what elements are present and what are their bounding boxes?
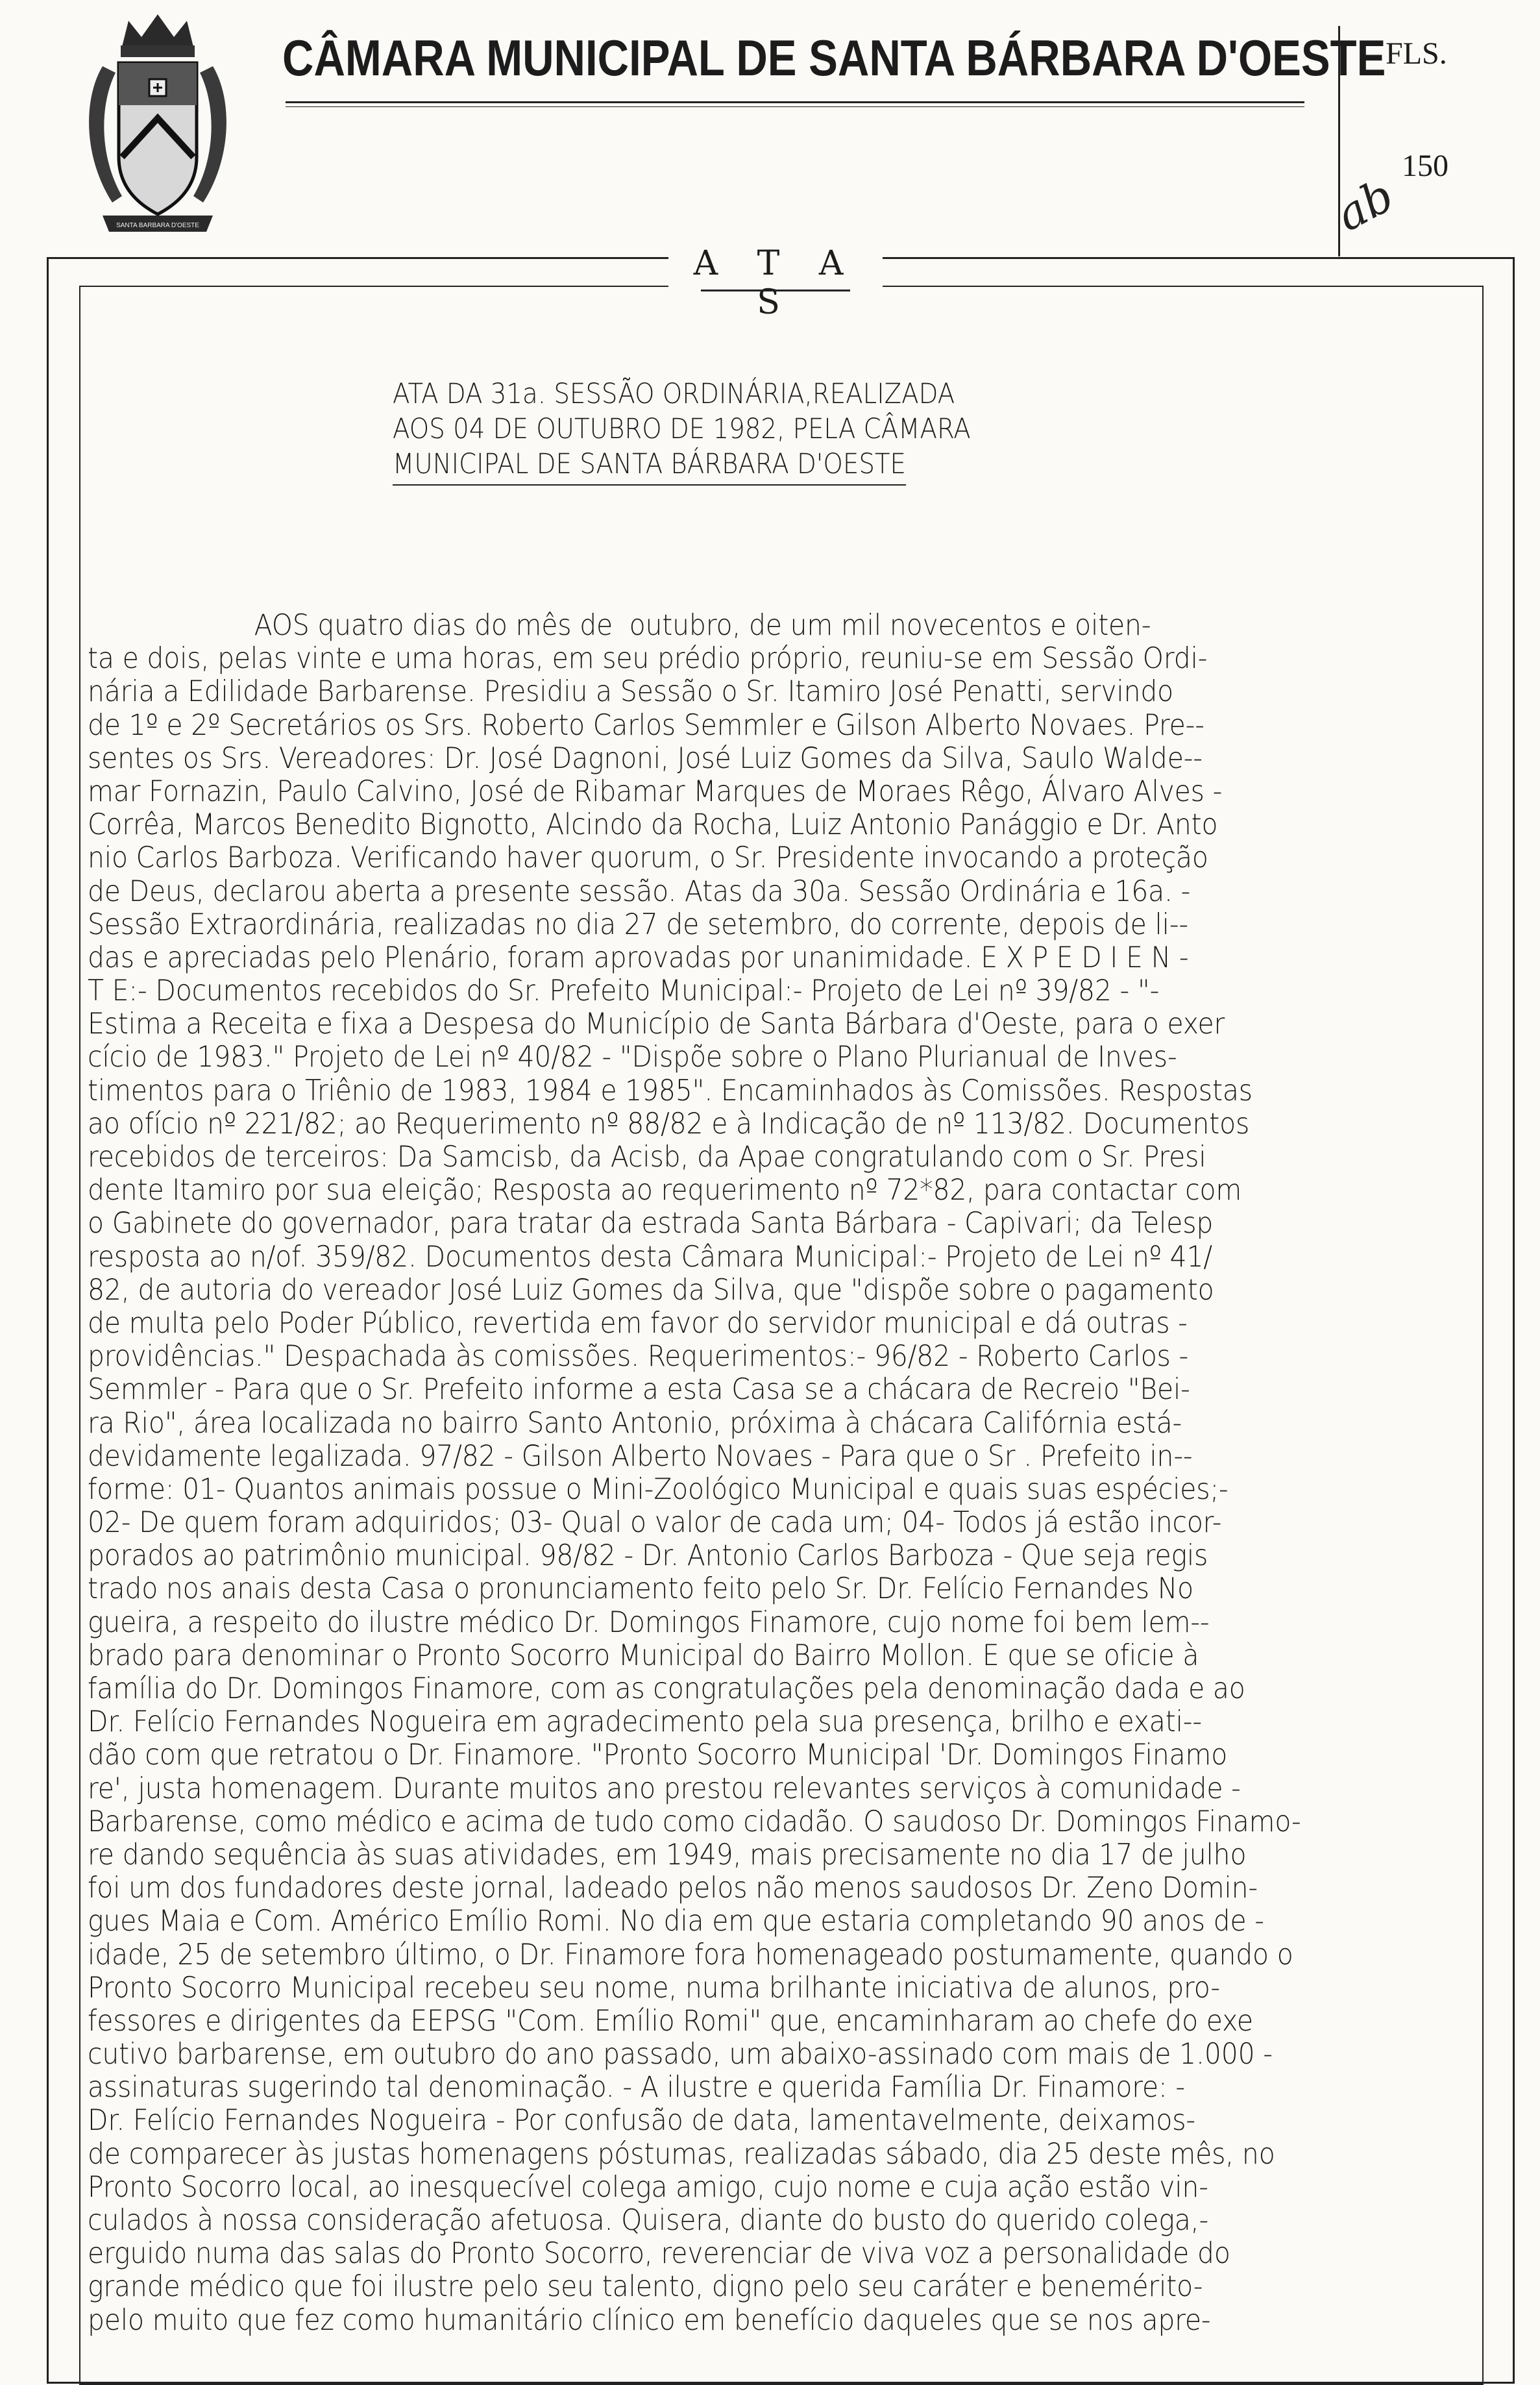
- body-line: [88, 2038, 1476, 2071]
- body-line-text: Estima a Receita e fixa a Despesa do Município de Santa Bárbara d'Oeste, para o exer: [88, 1007, 1225, 1041]
- body-line-text: 02- De quem foram adquiridos; 03- Qual o valor de cada um; 04- Todos já estão incor-: [88, 1506, 1222, 1540]
- section-label: A T A S: [668, 240, 883, 326]
- body-line-text: grande médico que foi ilustre pelo seu talento, digno pelo seu caráter e benemérito-: [88, 2270, 1203, 2304]
- body-line: [88, 1606, 1476, 1639]
- body-line: [88, 2138, 1476, 2171]
- body-line: [88, 2270, 1476, 2303]
- body-line-text: das e apreciadas pelo Plenário, foram aprovadas por unanimidade. E X P E D I E N -: [88, 941, 1189, 974]
- body-line: [88, 1639, 1476, 1672]
- handwritten-initials: ab: [1327, 168, 1402, 242]
- minutes-body: [88, 609, 1476, 2337]
- minutes-title-line: AOS 04 DE OUTUBRO DE 1982, PELA CÂMARA: [393, 413, 971, 445]
- body-line: [88, 1107, 1476, 1141]
- body-line: [88, 1705, 1476, 1738]
- body-line: [88, 1241, 1476, 1274]
- body-line: [88, 1838, 1476, 1872]
- body-line-text: Pronto Socorro local, ao inesquecível colega amigo, cujo nome e cuja ação estão vin-: [88, 2170, 1208, 2204]
- body-line-text: devidamente legalizada. 97/82 - Gilson Alberto Novaes - Para que o Sr . Prefeito in--: [88, 1439, 1193, 1473]
- body-line-text: Sessão Extraordinária, realizadas no dia 27 de setembro, do corrente, depois de li--: [88, 908, 1189, 941]
- crest-ribbon-text: SANTA BARBARA D'OESTE: [116, 222, 199, 229]
- body-line: [88, 1506, 1476, 1539]
- body-line-text: Dr. Felício Fernandes Nogueira em agradecimento pela sua presença, brilho e exati--: [88, 1705, 1202, 1739]
- body-line: [88, 1905, 1476, 1938]
- body-line-text: Corrêa, Marcos Benedito Bignotto, Alcindo da Rocha, Luiz Antonio Panággio e Dr. Anto: [88, 808, 1218, 842]
- body-line-text: trado nos anais desta Casa o pronunciamento feito pelo Sr. Dr. Felício Fernandes No: [88, 1572, 1194, 1606]
- body-line: [88, 2005, 1476, 2038]
- body-line: [88, 941, 1476, 974]
- body-line: [88, 808, 1476, 841]
- body-line-text: família do Dr. Domingos Finamore, com as congratulações pela denominação dada e ao: [88, 1672, 1245, 1705]
- body-line-text: sentes os Srs. Vereadores: Dr. José Dagnoni, José Luiz Gomes da Silva, Saulo Walde--: [88, 741, 1203, 775]
- body-line-text: T E:- Documentos recebidos do Sr. Prefeito Municipal:- Projeto de Lei nº 39/82 - "-: [88, 974, 1160, 1008]
- body-line-text: assinaturas sugerindo tal denominação. - A ilustre e querida Família Dr. Finamore: -: [88, 2071, 1186, 2105]
- body-line: [88, 2171, 1476, 2204]
- body-line: [88, 1373, 1476, 1406]
- minutes-title: [393, 377, 971, 486]
- body-line: [88, 609, 1476, 642]
- body-line-text: timentos para o Triênio de 1983, 1984 e 1985". Encaminhados às Comissões. Respostas: [88, 1074, 1253, 1107]
- body-line-text: gueira, a respeito do ilustre médico Dr. Domingos Finamore, cujo nome foi bem lem--: [88, 1605, 1210, 1639]
- body-line-text: resposta ao n/of. 359/82. Documentos desta Câmara Municipal:- Projeto de Lei nº 41/: [88, 1240, 1213, 1274]
- body-line-text: re', justa homenagem. Durante muitos ano prestou relevantes serviços à comunidade -: [88, 1772, 1241, 1805]
- body-line: [88, 742, 1476, 775]
- body-line-text: culados à nossa consideração afetuosa. Quisera, diante do busto do querido colega,-: [88, 2204, 1209, 2237]
- body-line: [88, 775, 1476, 808]
- body-line: [88, 1041, 1476, 1074]
- body-line: [88, 1805, 1476, 1838]
- body-line-text: ra Rio", área localizada no bairro Santo Antonio, próxima à chácara Califórnia está-: [88, 1406, 1182, 1440]
- body-line-text: Pronto Socorro Municipal recebeu seu nome, numa brilhante iniciativa de alunos, pro-: [88, 1971, 1220, 2005]
- body-line: [88, 642, 1476, 675]
- body-line: [88, 675, 1476, 708]
- body-line: [88, 1307, 1476, 1340]
- body-line: [88, 1772, 1476, 1805]
- body-line-text: dão com que retratou o Dr. Finamore. "Pronto Socorro Municipal 'Dr. Domingos Finamo: [88, 1738, 1228, 1772]
- body-line-text: idade, 25 de setembro último, o Dr. Finamore fora homenageado postumamente, quando o: [88, 1938, 1293, 1971]
- body-line-text: de multa pelo Poder Público, revertida em favor do servidor municipal e dá outras -: [88, 1306, 1188, 1340]
- body-line-text: Dr. Felício Fernandes Nogueira - Por confusão de data, lamentavelmente, deixamos-: [88, 2104, 1195, 2138]
- body-line: [88, 709, 1476, 742]
- body-line: [88, 908, 1476, 941]
- section-label-underline: [701, 290, 850, 291]
- header-rule-thin: [286, 106, 1304, 107]
- body-line: [88, 2071, 1476, 2104]
- body-line-text: providências." Despachada às comissões. Requerimentos:- 96/82 - Roberto Carlos -: [88, 1340, 1189, 1374]
- body-line: [88, 1872, 1476, 1905]
- body-line: [88, 2237, 1476, 2270]
- body-line-text: de Deus, declarou aberta a presente sessão. Atas da 30a. Sessão Ordinária e 16a. -: [88, 874, 1191, 908]
- body-line: [88, 1007, 1476, 1041]
- body-line: [88, 1074, 1476, 1107]
- body-line-text: mar Fornazin, Paulo Calvino, José de Ribamar Marques de Moraes Rêgo, Álvaro Alves -: [88, 774, 1223, 808]
- body-line: [88, 1539, 1476, 1572]
- body-line-text: fessores e dirigentes da EEPSG "Com. Emílio Romi" que, encaminharam ao chefe do exe: [88, 2004, 1253, 2038]
- body-line-text: nio Carlos Barboza. Verificando haver quorum, o Sr. Presidente invocando a proteção: [88, 841, 1208, 875]
- body-line-text: foi um dos fundadores deste jornal, ladeado pelos não menos saudosos Dr. Zeno Domin-: [88, 1872, 1258, 1905]
- body-line: [88, 2204, 1476, 2237]
- body-line-text: cutivo barbarense, em outubro do ano passado, um abaixo-assinado com mais de 1.000 -: [88, 2038, 1273, 2071]
- body-line-text: pelo muito que fez como humanitário clínico em benefício daqueles que se nos apre-: [88, 2303, 1211, 2337]
- body-line-text: de comparecer às justas homenagens póstumas, realizadas sábado, dia 25 deste mês, no: [88, 2137, 1275, 2171]
- header-rule: [286, 101, 1304, 103]
- body-line-text: dente Itamiro por sua eleição; Resposta ao requerimento nº 72*82, para contactar com: [88, 1174, 1242, 1207]
- body-line-text: re dando sequência às suas atividades, em 1949, mais precisamente no dia 17 de julho: [88, 1838, 1247, 1872]
- body-line: [88, 1274, 1476, 1307]
- minutes-title-line: MUNICIPAL DE SANTA BÁRBARA D'OESTE: [393, 447, 906, 486]
- body-line: [88, 1672, 1476, 1705]
- body-line: [88, 875, 1476, 908]
- body-line: [88, 1340, 1476, 1373]
- body-line-text: o Gabinete do governador, para tratar da estrada Santa Bárbara - Capivari; da Telesp: [88, 1207, 1214, 1241]
- body-line: [88, 2304, 1476, 2337]
- body-line: [88, 841, 1476, 874]
- body-line-text: erguido numa das salas do Pronto Socorro, reverenciar de viva voz a personalidade do: [88, 2237, 1230, 2271]
- body-line-text: recebidos de terceiros: Da Samcisb, da Acisb, da Apae congratulando com o Sr. Presi: [88, 1141, 1206, 1174]
- body-line: [88, 974, 1476, 1007]
- body-line-text: Barbarense, como médico e acima de tudo como cidadão. O saudoso Dr. Domingos Finamo-: [88, 1805, 1301, 1838]
- body-line: [88, 2104, 1476, 2137]
- body-line-text: ao ofício nº 221/82; ao Requerimento nº 88/82 e à Indicação de nº 113/82. Documentos: [88, 1107, 1250, 1141]
- body-line: [88, 1572, 1476, 1605]
- body-line-text: gues Maia e Com. Américo Emílio Romi. No dia em que estaria completando 90 anos de -: [88, 1905, 1264, 1938]
- body-line-text: cício de 1983." Projeto de Lei nº 40/82 - "Dispõe sobre o Plano Plurianual de Inves-: [88, 1041, 1177, 1074]
- body-line: [88, 1174, 1476, 1207]
- body-line-text: Semmler - Para que o Sr. Prefeito informe a esta Casa se a chácara de Recreio "Bei-: [88, 1373, 1190, 1407]
- body-line: [88, 1141, 1476, 1174]
- body-line-text: 82, de autoria do vereador José Luiz Gomes da Silva, que "dispõe sobre o pagamento: [88, 1273, 1214, 1307]
- header-vertical-divider: [1338, 26, 1340, 256]
- body-line-text: nária a Edilidade Barbarense. Presidiu a Sessão o Sr. Itamiro José Penatti, servindo: [88, 675, 1174, 709]
- folio-label: FLS.: [1386, 36, 1447, 71]
- body-line-text: brado para denominar o Pronto Socorro Municipal do Bairro Mollon. E que se oficie à: [88, 1638, 1199, 1672]
- body-line: [88, 1971, 1476, 2005]
- folio-number: 150: [1402, 149, 1448, 183]
- body-line: [88, 1738, 1476, 1772]
- body-line-text: AOS quatro dias do mês de outubro, de um mil novecentos e oiten-: [88, 609, 1151, 642]
- body-line: [88, 1407, 1476, 1440]
- body-line: [88, 1440, 1476, 1473]
- body-line-text: porados ao patrimônio municipal. 98/82 - Dr. Antonio Carlos Barboza - Que seja regis: [88, 1539, 1208, 1573]
- body-line: [88, 1207, 1476, 1240]
- body-line-text: forme: 01- Quantos animais possue o Mini-Zoológico Municipal e quais suas espécies;-: [88, 1472, 1228, 1506]
- minutes-title-line: ATA DA 31a. SESSÃO ORDINÁRIA,REALIZADA: [393, 378, 955, 410]
- municipal-crest-icon: [77, 8, 239, 254]
- page-header-title: CÂMARA MUNICIPAL DE SANTA BÁRBARA D'OESTE: [282, 29, 1386, 86]
- body-line-text: ta e dois, pelas vinte e uma horas, em seu prédio próprio, reuniu-se em Sessão Ordi-: [88, 642, 1208, 676]
- body-line: [88, 1473, 1476, 1506]
- body-line: [88, 1938, 1476, 1971]
- body-line-text: de 1º e 2º Secretários os Srs. Roberto Carlos Semmler e Gilson Alberto Novaes. Pre--: [88, 708, 1204, 742]
